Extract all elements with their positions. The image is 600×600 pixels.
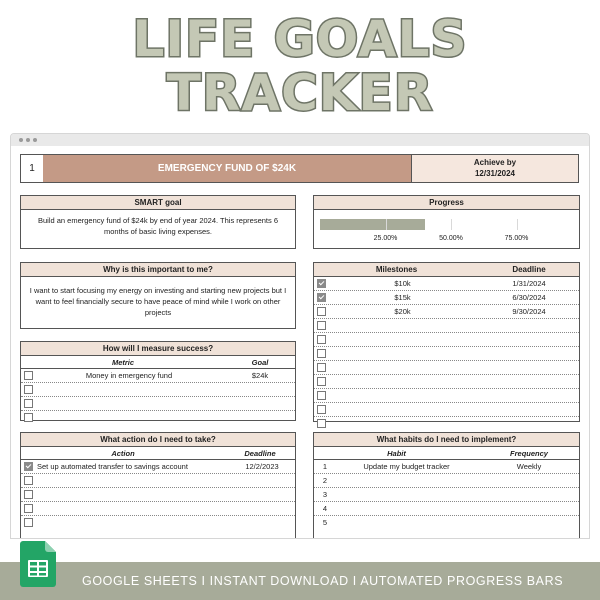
action-row xyxy=(21,488,295,502)
action-deadline[interactable]: 12/2/2023 xyxy=(245,462,279,471)
spreadsheet-window xyxy=(10,133,590,539)
habit-number[interactable]: 1 xyxy=(322,462,328,471)
habit-number[interactable]: 3 xyxy=(322,490,328,499)
progress-chart xyxy=(314,210,579,246)
measure-row xyxy=(21,411,295,424)
window-dot-icon xyxy=(19,138,23,142)
action-checkbox[interactable] xyxy=(24,462,33,471)
habits-heading: What habits do I need to implement? xyxy=(314,433,579,447)
measure-checkbox[interactable] xyxy=(24,371,33,380)
window-dot-icon xyxy=(26,138,30,142)
why-box xyxy=(20,262,296,329)
milestone-row xyxy=(314,403,579,417)
milestones-deadline-heading: Deadline xyxy=(512,265,546,274)
smart-goal-text[interactable]: Build an emergency fund of $24k by end of year 2024. This represents 6 months of basic living expenses. xyxy=(37,216,278,236)
achieve-by-cell[interactable] xyxy=(412,154,579,183)
milestone-row xyxy=(314,305,579,319)
milestone-checkbox[interactable] xyxy=(317,405,326,414)
frequency-column-header: Frequency xyxy=(510,448,548,458)
action-row xyxy=(21,516,295,529)
milestone-row xyxy=(314,319,579,333)
habit-row xyxy=(314,488,579,502)
milestone-checkbox[interactable] xyxy=(317,293,326,302)
measure-checkbox[interactable] xyxy=(24,413,33,422)
smart-goal-heading: SMART goal xyxy=(21,196,295,210)
habit-column-header: Habit xyxy=(387,448,406,458)
milestone-checkbox[interactable] xyxy=(317,321,326,330)
habit-row xyxy=(314,474,579,488)
progress-gridline xyxy=(517,219,518,230)
milestone-row xyxy=(314,361,579,375)
action-row xyxy=(21,460,295,474)
measure-row xyxy=(21,369,295,383)
footer-text: GOOGLE SHEETS I INSTANT DOWNLOAD I AUTOMATED PROGRESS BARS xyxy=(82,574,564,588)
habit-row xyxy=(314,502,579,516)
milestone-row xyxy=(314,291,579,305)
habit-row xyxy=(314,460,579,474)
milestone-checkbox[interactable] xyxy=(317,419,326,428)
milestone-checkbox[interactable] xyxy=(317,349,326,358)
footer-banner xyxy=(0,562,600,600)
milestones-box xyxy=(313,262,580,422)
measure-checkbox[interactable] xyxy=(24,385,33,394)
action-checkbox[interactable] xyxy=(24,518,33,527)
milestone-value[interactable]: $15k xyxy=(394,293,411,302)
progress-bar xyxy=(320,219,425,230)
measure-heading: How will I measure success? xyxy=(21,342,295,356)
habit-value[interactable]: Update my budget tracker xyxy=(363,462,450,471)
habit-number[interactable]: 5 xyxy=(322,518,328,527)
metric-column-header: Metric xyxy=(111,357,135,367)
why-text[interactable]: I want to start focusing my energy on investing and starting new projects but I want to feel financially secure to have peace of mind while I work on other projects xyxy=(29,286,287,317)
measure-subheader xyxy=(21,356,295,369)
milestone-value[interactable]: $10k xyxy=(394,279,411,288)
milestone-deadline[interactable]: 1/31/2024 xyxy=(512,279,546,288)
goal-name[interactable]: EMERGENCY FUND OF $24K xyxy=(43,154,412,183)
achieve-by-label: Achieve by xyxy=(473,157,517,167)
achieve-by-date: 12/31/2024 xyxy=(474,168,516,178)
habit-number[interactable]: 4 xyxy=(322,504,328,513)
goal-value[interactable]: $24k xyxy=(251,371,269,380)
milestone-row xyxy=(314,375,579,389)
milestone-deadline[interactable]: 9/30/2024 xyxy=(512,307,546,316)
habit-row xyxy=(314,516,579,529)
actions-box xyxy=(20,432,296,539)
progress-track xyxy=(320,219,582,230)
action-row xyxy=(21,502,295,516)
progress-heading: Progress xyxy=(314,196,579,210)
milestone-checkbox[interactable] xyxy=(317,377,326,386)
milestones-heading: Milestones xyxy=(375,265,418,274)
progress-gridline xyxy=(451,219,452,230)
goal-column-header: Goal xyxy=(251,357,269,367)
milestone-value[interactable]: $20k xyxy=(394,307,411,316)
habits-subheader xyxy=(314,447,579,460)
measure-row xyxy=(21,383,295,397)
milestone-row xyxy=(314,277,579,291)
action-column-header: Action xyxy=(111,448,135,458)
action-checkbox[interactable] xyxy=(24,476,33,485)
title-line-2: TRACKER xyxy=(166,64,434,122)
progress-tick-label: 50.00% xyxy=(439,235,463,242)
habit-number[interactable]: 2 xyxy=(322,476,328,485)
actions-heading: What action do I need to take? xyxy=(21,433,295,447)
habit-frequency[interactable]: Weekly xyxy=(516,462,542,471)
measure-box xyxy=(20,341,296,421)
deadline-column-header: Deadline xyxy=(244,448,276,458)
measure-checkbox[interactable] xyxy=(24,399,33,408)
habits-box xyxy=(313,432,580,539)
milestone-checkbox[interactable] xyxy=(317,335,326,344)
window-title-bar xyxy=(11,134,589,146)
action-checkbox[interactable] xyxy=(24,490,33,499)
metric-value[interactable]: Money in emergency fund xyxy=(85,371,173,380)
milestones-header xyxy=(314,263,579,277)
title-line-1: LIFE GOALS xyxy=(132,10,468,68)
progress-box xyxy=(313,195,580,249)
why-heading: Why is this important to me? xyxy=(21,263,295,277)
milestone-row xyxy=(314,333,579,347)
measure-row xyxy=(21,397,295,411)
goal-number[interactable]: 1 xyxy=(20,154,44,183)
window-dot-icon xyxy=(33,138,37,142)
milestone-checkbox[interactable] xyxy=(317,307,326,316)
action-row xyxy=(21,474,295,488)
smart-goal-box xyxy=(20,195,296,249)
milestone-row xyxy=(314,347,579,361)
milestone-deadline[interactable]: 6/30/2024 xyxy=(512,293,546,302)
milestone-row xyxy=(314,417,579,430)
milestone-checkbox[interactable] xyxy=(317,363,326,372)
progress-tick-label: 25.00% xyxy=(373,235,398,242)
milestone-checkbox[interactable] xyxy=(317,391,326,400)
milestone-checkbox[interactable] xyxy=(317,279,326,288)
milestone-row xyxy=(314,389,579,403)
actions-subheader xyxy=(21,447,295,460)
google-sheets-icon xyxy=(20,541,56,587)
action-checkbox[interactable] xyxy=(24,504,33,513)
action-value[interactable]: Set up automated transfer to savings account xyxy=(37,462,188,471)
progress-tick-label: 75.00% xyxy=(504,235,529,242)
progress-gridline xyxy=(386,219,387,230)
